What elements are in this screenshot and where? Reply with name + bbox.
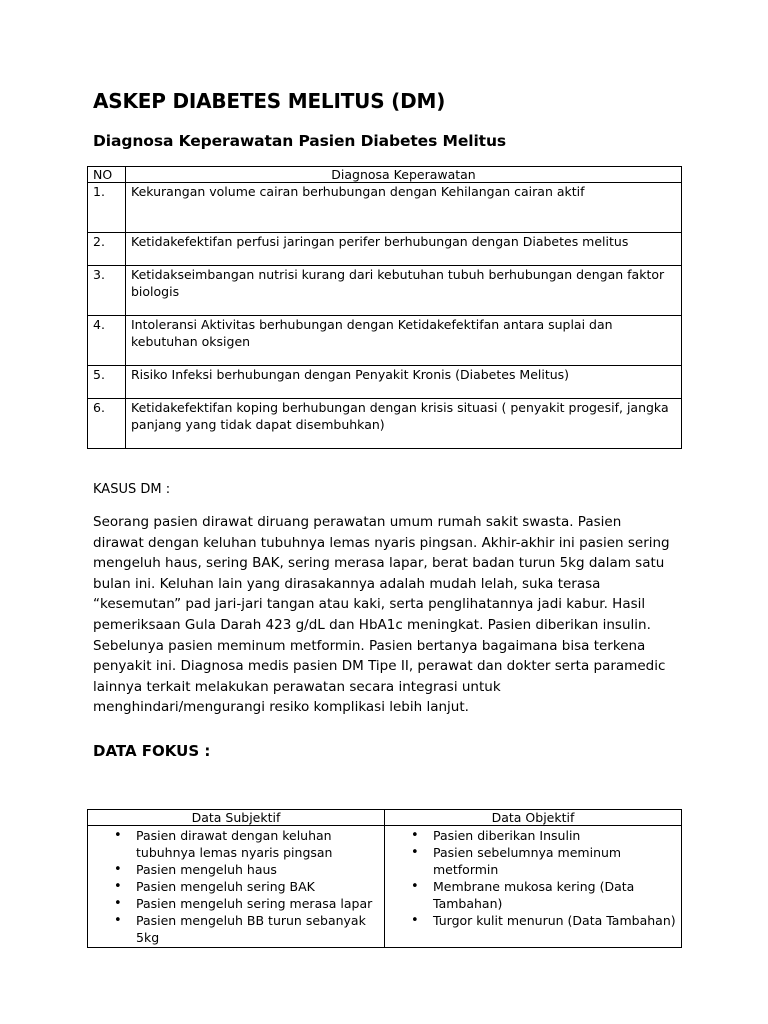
- objective-data-list: [411, 827, 677, 929]
- list-item: • Pasien dirawat dengan keluhan tubuhnya lemas nyaris pingsan: [136, 827, 380, 861]
- list-item: • Pasien diberikan Insulin: [433, 827, 677, 844]
- diagnosis-text: Intoleransi Aktivitas berhubungan dengan Ketidakefektifan antara suplai dan kebutuhan oksigen: [126, 316, 682, 366]
- case-description: Seorang pasien dirawat diruang perawatan umum rumah sakit swasta. Pasien dirawat dengan keluhan tubuhnya lemas nyaris pingsan. Akhir-akhir ini pasien sering mengeluh haus, sering BAK, sering merasa lapar, berat badan turun 5kg dalam satu bulan ini. Keluhan lain yang dirasakannya adalah mudah lelah, suka terasa “kesemutan” pad jari-jari tangan atau kaki, serta penglihatannya jadi kabur. Hasil pemeriksaan Gula Darah 423 g/dL dan HbA1c meningkat. Pasien diberikan insulin. Sebelunya pasien meminum metformin. Pasien bertanya bagaimana bisa terkena penyakit ini. Diagnosa medis pasien DM Tipe II, perawat dan dokter serta paramedic lainnya terkait melakukan perawatan secara integrasi untuk menghindari/mengurangi resiko komplikasi lebih lanjut.: [93, 514, 670, 716]
- focus-data-table: [87, 809, 682, 948]
- diagnosis-text: Kekurangan volume cairan berhubungan dengan Kehilangan cairan aktif: [126, 183, 682, 233]
- section-title-diagnosis: Diagnosa Keperawatan Pasien Diabetes Melitus: [93, 132, 507, 150]
- table-row: [88, 266, 682, 316]
- column-header-objective: Data Objektif: [385, 810, 682, 826]
- diagnosis-table: [87, 166, 682, 449]
- row-number: 1.: [88, 183, 126, 233]
- diagnosis-text: Ketidakseimbangan nutrisi kurang dari kebutuhan tubuh berhubungan dengan faktor biologis: [126, 266, 682, 316]
- list-item: • Pasien mengeluh haus: [136, 861, 380, 878]
- list-item: • Pasien sebelumnya meminum metformin: [433, 844, 677, 878]
- column-header-no: NO: [88, 167, 126, 183]
- focus-data-heading: DATA FOKUS :: [93, 742, 211, 760]
- list-item: • Pasien mengeluh sering merasa lapar: [136, 895, 380, 912]
- row-number: 3.: [88, 266, 126, 316]
- subjective-data-list: [114, 827, 380, 946]
- list-item: • Turgor kulit menurun (Data Tambahan): [433, 912, 677, 929]
- row-number: 4.: [88, 316, 126, 366]
- table-row: [88, 366, 682, 399]
- list-item: • Membrane mukosa kering (Data Tambahan): [433, 878, 677, 912]
- column-header-subjective: Data Subjektif: [88, 810, 385, 826]
- table-row: [88, 316, 682, 366]
- row-number: 2.: [88, 233, 126, 266]
- column-header-diagnosis: Diagnosa Keperawatan: [126, 167, 682, 183]
- list-item: • Pasien mengeluh BB turun sebanyak 5kg: [136, 912, 380, 946]
- diagnosis-text: Ketidakefektifan perfusi jaringan perifer berhubungan dengan Diabetes melitus: [126, 233, 682, 266]
- table-row: [88, 183, 682, 233]
- document-title: ASKEP DIABETES MELITUS (DM): [93, 89, 446, 113]
- focus-table-header-row: [88, 810, 682, 826]
- subjective-data-cell: [88, 826, 385, 948]
- diagnosis-table-header-row: [88, 167, 682, 183]
- diagnosis-text: Risiko Infeksi berhubungan dengan Penyakit Kronis (Diabetes Melitus): [126, 366, 682, 399]
- objective-data-cell: [385, 826, 682, 948]
- diagnosis-text: Ketidakefektifan koping berhubungan dengan krisis situasi ( penyakit progesif, jangka panjang yang tidak dapat disembuhkan): [126, 399, 682, 449]
- table-row: [88, 399, 682, 449]
- table-row: [88, 233, 682, 266]
- row-number: 6.: [88, 399, 126, 449]
- row-number: 5.: [88, 366, 126, 399]
- list-item: • Pasien mengeluh sering BAK: [136, 878, 380, 895]
- case-heading: KASUS DM :: [93, 482, 171, 497]
- focus-table-row: [88, 826, 682, 948]
